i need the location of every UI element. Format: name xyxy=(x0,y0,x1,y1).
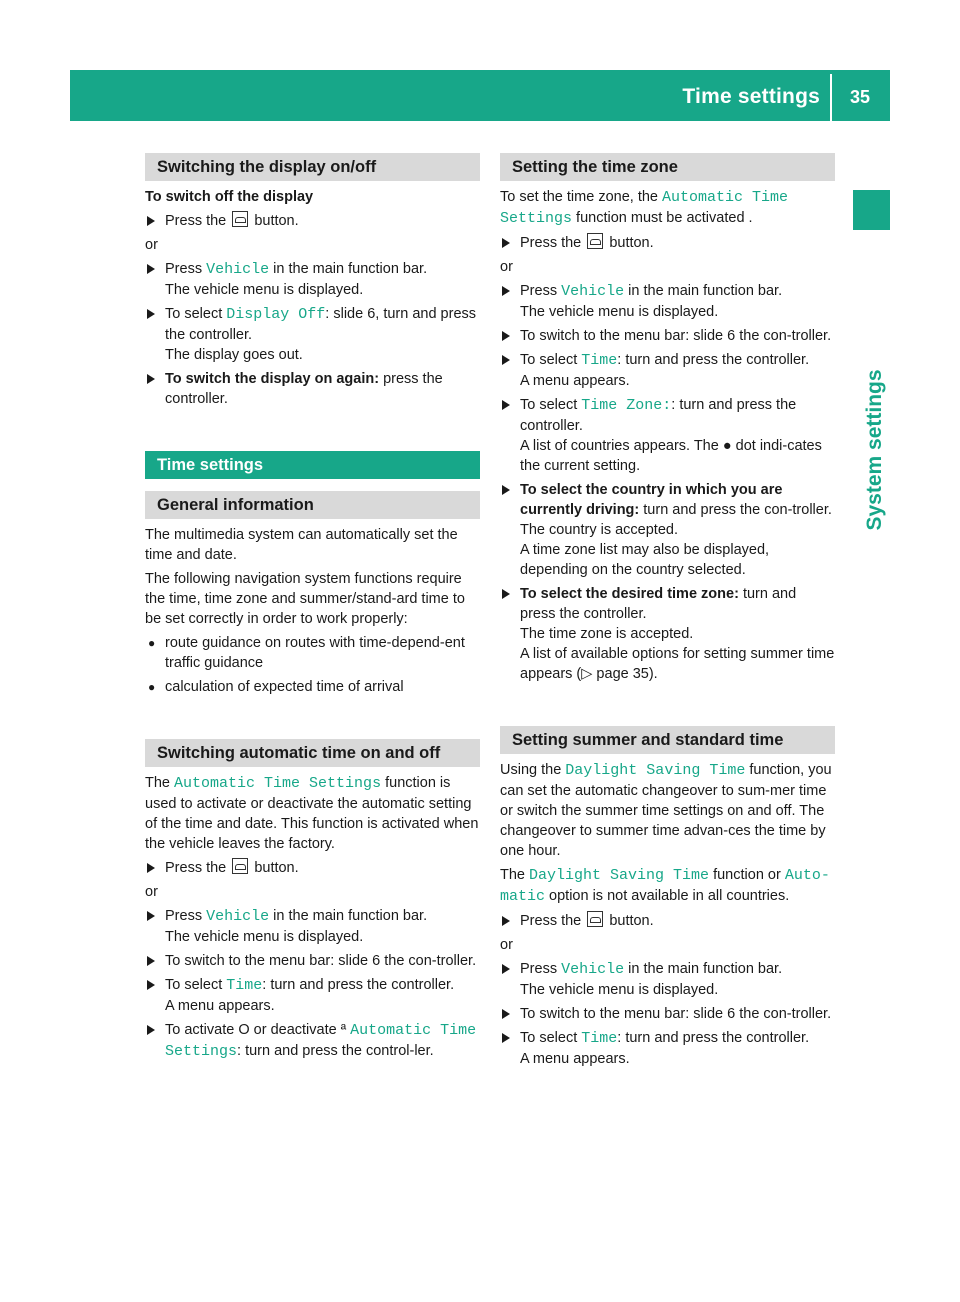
step-text: in the main function bar. xyxy=(273,908,428,924)
arrow-right-icon xyxy=(502,355,510,365)
step-text: : turn and press the controller. xyxy=(262,977,455,993)
bullet-icon: ● xyxy=(148,636,156,650)
or-text: or xyxy=(145,884,158,900)
step xyxy=(500,326,835,346)
arrow-right-icon xyxy=(147,911,155,921)
step xyxy=(145,975,480,1016)
step-text: To select xyxy=(165,306,223,322)
step-text: button. xyxy=(254,860,299,876)
paragraph xyxy=(500,760,835,861)
bullet-text: route guidance on routes with time-depend-ent traffic guidance xyxy=(165,635,465,671)
step-text: Press xyxy=(165,261,203,277)
arrow-right-icon xyxy=(502,1009,510,1019)
right-column xyxy=(500,153,835,1073)
paragraph xyxy=(145,773,480,854)
section-heading: Setting the time zone xyxy=(500,153,835,181)
arrow-right-icon xyxy=(502,331,510,341)
step-result: A time zone list may also be displayed, depending on the country selected. xyxy=(520,542,770,578)
step-result: A menu appears. xyxy=(165,998,275,1014)
step-result: The vehicle menu is displayed. xyxy=(165,282,364,298)
step-result: A list of countries appears. The ● dot indi-cates the current setting. xyxy=(520,438,822,474)
step-text: turn and press the con-troller. xyxy=(643,502,832,518)
arrow-right-icon xyxy=(147,980,155,990)
paragraph-text: function is used to activate or deactivate the automatic setting of the time and date. This function is activated when the vehicle leaves the factory. xyxy=(145,775,479,852)
step-text: To switch to the menu bar: slide 6 the con-troller. xyxy=(520,1006,832,1022)
header-divider xyxy=(830,74,832,121)
arrow-right-icon xyxy=(502,1033,510,1043)
step-result: The display goes out. xyxy=(165,347,303,363)
step-text: Press xyxy=(520,283,558,299)
step-text: To select xyxy=(520,1030,578,1046)
step-text: turn and press the controller. xyxy=(520,586,797,622)
step-text: To select xyxy=(520,397,578,413)
paragraph xyxy=(500,865,835,907)
menu-term: Daylight Saving Time xyxy=(565,762,746,779)
paragraph-text: function must be activated . xyxy=(576,210,753,226)
step-text-bold: To select the country in which you are currently driving: xyxy=(520,482,783,518)
or-text: or xyxy=(145,237,158,253)
menu-term: Vehicle xyxy=(206,261,270,278)
paragraph-text: The xyxy=(145,775,170,791)
bullet-item xyxy=(145,677,480,697)
step xyxy=(145,906,480,947)
step-text: Press xyxy=(165,908,203,924)
step-text: Press the xyxy=(520,913,582,929)
paragraph-text: To set the time zone, the xyxy=(500,189,658,205)
step-text: To select xyxy=(520,352,578,368)
step-text: : turn and press the controller. xyxy=(617,1030,810,1046)
step xyxy=(500,395,835,476)
step-text: To select xyxy=(165,977,223,993)
or-text: or xyxy=(500,259,513,275)
step-text: To switch to the menu bar: slide 6 the con-troller. xyxy=(520,328,832,344)
arrow-right-icon xyxy=(502,916,510,926)
paragraph-text: The xyxy=(500,867,525,883)
step xyxy=(145,858,480,878)
step-result: The country is accepted. xyxy=(520,522,678,538)
car-button-icon xyxy=(587,911,603,927)
step xyxy=(500,911,835,931)
paragraph-text: function or xyxy=(713,867,781,883)
step-result: The vehicle menu is displayed. xyxy=(520,982,719,998)
side-section-label: System settings xyxy=(863,369,886,531)
step-text-bold: To switch the display on again: xyxy=(165,371,380,387)
arrow-right-icon xyxy=(147,1025,155,1035)
arrow-right-icon xyxy=(502,400,510,410)
paragraph xyxy=(500,187,835,229)
step xyxy=(500,480,835,580)
menu-term: Time xyxy=(581,352,618,369)
paragraph-text: option is not available in all countries. xyxy=(549,888,790,904)
step-text: button. xyxy=(254,213,299,229)
menu-term: Time xyxy=(581,1030,618,1047)
arrow-right-icon xyxy=(147,216,155,226)
car-button-icon xyxy=(232,858,248,874)
section-heading: Switching automatic time on and off xyxy=(145,739,480,767)
step xyxy=(145,951,480,971)
step xyxy=(145,211,480,231)
step xyxy=(500,1004,835,1024)
menu-term: Vehicle xyxy=(561,961,625,978)
section-heading: General information xyxy=(145,491,480,519)
step-result: A menu appears. xyxy=(520,373,630,389)
menu-term: Time Zone: xyxy=(581,397,672,414)
menu-term: Daylight Saving Time xyxy=(529,867,710,884)
step-text: button. xyxy=(609,913,654,929)
step-result: The vehicle menu is displayed. xyxy=(165,929,364,945)
step xyxy=(500,959,835,1000)
step xyxy=(145,369,480,409)
menu-term: Auto-matic xyxy=(500,867,830,905)
header-bar xyxy=(70,70,890,121)
arrow-right-icon xyxy=(502,238,510,248)
step-text: Press the xyxy=(165,860,227,876)
step-text: : turn and press the control-ler. xyxy=(237,1043,434,1059)
bullet-icon: ● xyxy=(148,680,156,694)
step-text-bold: To select the desired time zone: xyxy=(520,586,739,602)
step-text: press the controller. xyxy=(165,371,443,407)
step-result: The time zone is accepted. xyxy=(520,626,694,642)
arrow-right-icon xyxy=(147,374,155,384)
car-button-icon xyxy=(587,233,603,249)
menu-term: Vehicle xyxy=(206,908,270,925)
arrow-right-icon xyxy=(147,863,155,873)
step xyxy=(500,233,835,253)
step xyxy=(500,350,835,391)
step-result: The vehicle menu is displayed. xyxy=(520,304,719,320)
or-text: or xyxy=(500,937,513,953)
arrow-right-icon xyxy=(502,286,510,296)
page-number: 35 xyxy=(849,87,870,107)
bullet-text: calculation of expected time of arrival xyxy=(165,679,404,695)
paragraph: The multimedia system can automatically set the time and date. xyxy=(145,527,458,563)
arrow-right-icon xyxy=(502,589,510,599)
step-text: : turn and press the controller. xyxy=(617,352,810,368)
menu-term: Time xyxy=(226,977,263,994)
step xyxy=(145,259,480,300)
step-text: Press xyxy=(520,961,558,977)
arrow-right-icon xyxy=(147,309,155,319)
arrow-right-icon xyxy=(502,485,510,495)
left-column xyxy=(145,153,480,1066)
arrow-right-icon xyxy=(147,264,155,274)
step-text: : turn and press the controller. xyxy=(520,397,797,434)
menu-term: Automatic Time Settings xyxy=(500,189,789,227)
header-title: Time settings xyxy=(682,85,820,108)
step-text: To activate O or deactivate ª xyxy=(165,1022,347,1038)
step xyxy=(500,584,835,684)
chapter-heading: Time settings xyxy=(145,451,480,479)
step-text: Press the xyxy=(165,213,227,229)
step xyxy=(145,304,480,365)
menu-term: Automatic Time Settings xyxy=(174,775,382,792)
paragraph: The following navigation system functions require the time, time zone and summer/stand-ard time to be set correctly in order to work properly: xyxy=(145,571,465,627)
section-heading: Setting summer and standard time xyxy=(500,726,835,754)
side-tab-marker xyxy=(853,190,890,230)
paragraph-text: function, you can set the automatic changeover to sum-mer time or switch the summer time settings on and off. The changeover to summer time advan-ces the time by one hour. xyxy=(500,762,832,859)
paragraph-text: Using the xyxy=(500,762,562,778)
step-text: in the main function bar. xyxy=(273,261,428,277)
menu-term: Vehicle xyxy=(561,283,625,300)
step-text: : slide 6, turn and press the controller. xyxy=(165,306,477,343)
step-result: A menu appears. xyxy=(520,1051,630,1067)
step xyxy=(500,281,835,322)
step-text: button. xyxy=(609,235,654,251)
step-result: A list of available options for setting summer time appears (▷ page 35). xyxy=(520,646,835,682)
car-button-icon xyxy=(232,211,248,227)
arrow-right-icon xyxy=(147,956,155,966)
menu-term: Display Off xyxy=(226,306,326,323)
step-text: in the main function bar. xyxy=(628,283,783,299)
step-text: To switch to the menu bar: slide 6 the con-troller. xyxy=(165,953,477,969)
step-text: in the main function bar. xyxy=(628,961,783,977)
step xyxy=(500,1028,835,1069)
subheading: To switch off the display xyxy=(145,189,314,205)
arrow-right-icon xyxy=(502,964,510,974)
menu-term: Automatic Time Settings xyxy=(165,1022,477,1060)
section-heading: Switching the display on/off xyxy=(145,153,480,181)
bullet-item xyxy=(145,633,480,673)
step xyxy=(145,1020,480,1062)
step-text: Press the xyxy=(520,235,582,251)
